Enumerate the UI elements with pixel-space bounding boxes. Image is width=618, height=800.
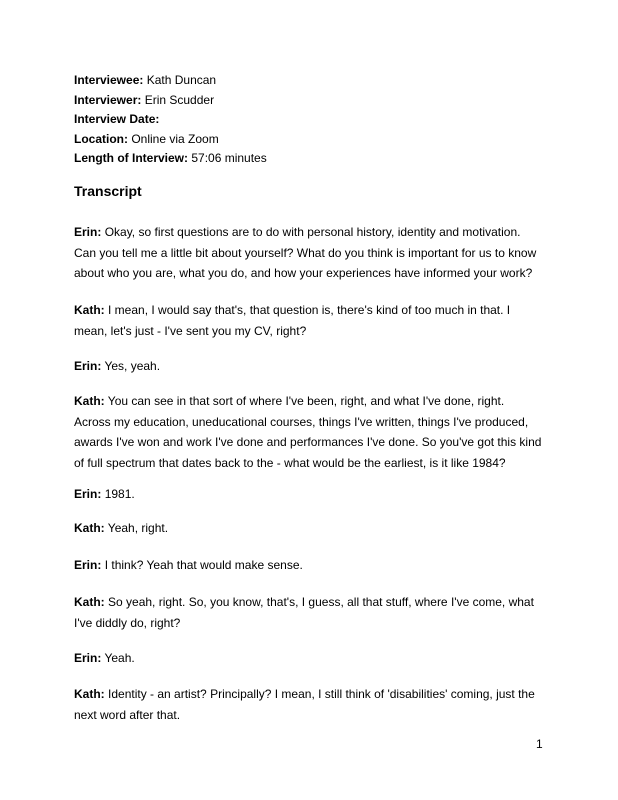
turn-line: of full spectrum that dates back to the - what would be the earliest, is it like 1984? <box>74 455 506 470</box>
interviewer-label: Interviewer: <box>74 92 142 107</box>
interview-date-label: Interview Date: <box>74 112 160 126</box>
turn-line: about who you are, what you do, and how your experiences have informed your work? <box>74 266 533 280</box>
transcript-turn <box>74 518 554 539</box>
speaker-label: Erin: <box>74 487 102 501</box>
location-value: Online via Zoom <box>131 131 219 146</box>
turn-line: awards I've won and work I've done and performances I've done. So you've got this kind <box>74 435 542 449</box>
location-label: Location: <box>74 131 128 146</box>
interviewee-row <box>74 71 267 91</box>
page-number: 1 <box>536 737 543 751</box>
location-row <box>74 130 267 150</box>
interviewee-label: Interviewee: <box>74 73 144 87</box>
interviewer-value: Erin Scudder <box>144 92 215 107</box>
transcript-turn <box>74 356 554 377</box>
turn-line: Yeah, right. <box>107 521 169 535</box>
interviewer-row <box>74 91 267 111</box>
transcript-heading: Transcript <box>74 183 142 199</box>
transcript-turn <box>74 300 554 341</box>
speaker-label: Kath: <box>74 687 105 701</box>
speaker-label: Erin: <box>74 651 102 665</box>
turn-line: mean, let's just - I've sent you my CV, right? <box>74 323 307 338</box>
turn-line: I think? Yeah that would make sense. <box>104 558 303 572</box>
interview-date-row <box>74 110 267 130</box>
turn-line: I've diddly do, right? <box>74 615 181 630</box>
speaker-label: Erin: <box>74 558 102 572</box>
transcript-turn <box>74 391 554 473</box>
turn-line: You can see in that sort of where I've been, right, and what I've done, right. <box>107 394 505 408</box>
transcript-turn <box>74 648 554 669</box>
transcript-turn <box>74 555 554 576</box>
interview-metadata <box>74 71 267 169</box>
length-label: Length of Interview: <box>74 151 188 165</box>
transcript-turn <box>74 592 554 633</box>
speaker-label: Erin: <box>74 359 102 373</box>
speaker-label: Kath: <box>74 595 105 609</box>
speaker-label: Kath: <box>74 521 105 535</box>
turn-line: Can you tell me a little bit about yourself? What do you think is important for us to know <box>74 245 537 260</box>
turn-line: next word after that. <box>74 707 181 722</box>
transcript-turn <box>74 684 554 725</box>
length-row <box>74 149 267 169</box>
turn-line: Yeah. <box>104 651 135 665</box>
turn-line: So yeah, right. So, you know, that's, I guess, all that stuff, where I've come, what <box>108 595 534 609</box>
transcript-turn <box>74 484 554 505</box>
turn-line: Identity - an artist? Principally? I mean, I still think of 'disabilities' coming, just the <box>108 687 535 701</box>
turn-line: Okay, so first questions are to do with personal history, identity and motivation. <box>104 225 521 239</box>
interviewee-value: Kath Duncan <box>146 73 217 87</box>
turn-line: I mean, I would say that's, that question is, there's kind of too much in that. I <box>108 303 511 317</box>
speaker-label: Kath: <box>74 394 105 408</box>
turn-line: Across my education, uneducational courses, things I've written, things I've produced, <box>74 414 529 429</box>
length-value: 57:06 minutes <box>191 151 267 165</box>
speaker-label: Kath: <box>74 303 105 317</box>
transcript-turn <box>74 222 554 284</box>
speaker-label: Erin: <box>74 225 102 239</box>
turn-line: Yes, yeah. <box>104 359 161 373</box>
turn-line: 1981. <box>104 487 135 501</box>
